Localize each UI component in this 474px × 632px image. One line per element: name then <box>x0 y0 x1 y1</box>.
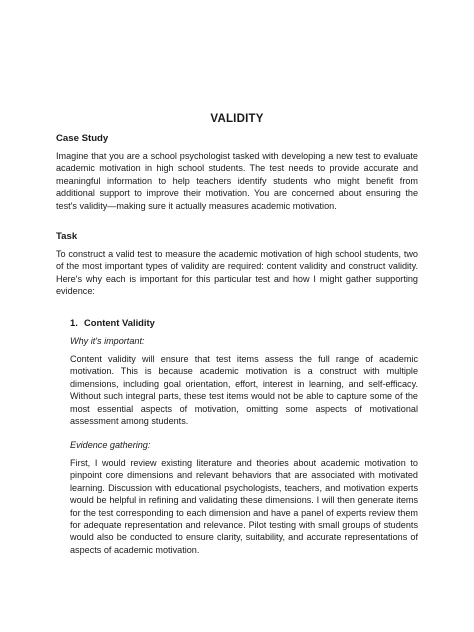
task-heading: Task <box>56 231 78 243</box>
section-title: Content Validity <box>84 316 155 328</box>
section-number: 1. <box>70 316 78 328</box>
document-title: VALIDITY <box>210 113 264 125</box>
content-validity-heading <box>70 317 418 328</box>
why-important-label: Why it's important: <box>70 335 145 346</box>
why-important-paragraph: Content validity will ensure that test items assess the full range of academic motivation. This is because academic motivation is a construct with multiple dimensions, including goal orientation, effort, interest in learning, and self-efficacy. Without such integral parts, these test items would not be able to capture some of the most essential aspects of motivation, omitting some aspects of motivational assessment among students. <box>70 354 418 427</box>
evidence-gathering-paragraph: First, I would review existing literature and theories about academic motivation to pinpoint core dimensions and relevant behaviors that are associated with motivated learning. Discussion with educational psychologists, teachers, and motivation experts would be helpful in refining and validating these dimensions. I will then generate items for the test corresponding to each dimension and have a panel of experts review them for adequate representation and relevance. Pilot testing with small groups of students would also be conducted to ensure clarity, suitability, and accurate representations of aspects of academic motivation. <box>70 457 418 555</box>
case-study-paragraph: Imagine that you are a school psychologist tasked with developing a new test to evaluate academic motivation in high school students. The test needs to provide accurate and meaningful information to help teachers identify students who might benefit from additional support to improve their motivation. You are concerned about ensuring the test's validity—making sure it actually measures academic motivation. <box>56 151 418 211</box>
evidence-gathering-label: Evidence gathering: <box>70 439 151 450</box>
task-paragraph: To construct a valid test to measure the academic motivation of high school students, two of the most important types of validity are required: content validity and construct validity. Here's why each is important for this particular test and how I might gather supporting evidence: <box>56 249 418 297</box>
case-study-heading: Case Study <box>56 133 109 144</box>
